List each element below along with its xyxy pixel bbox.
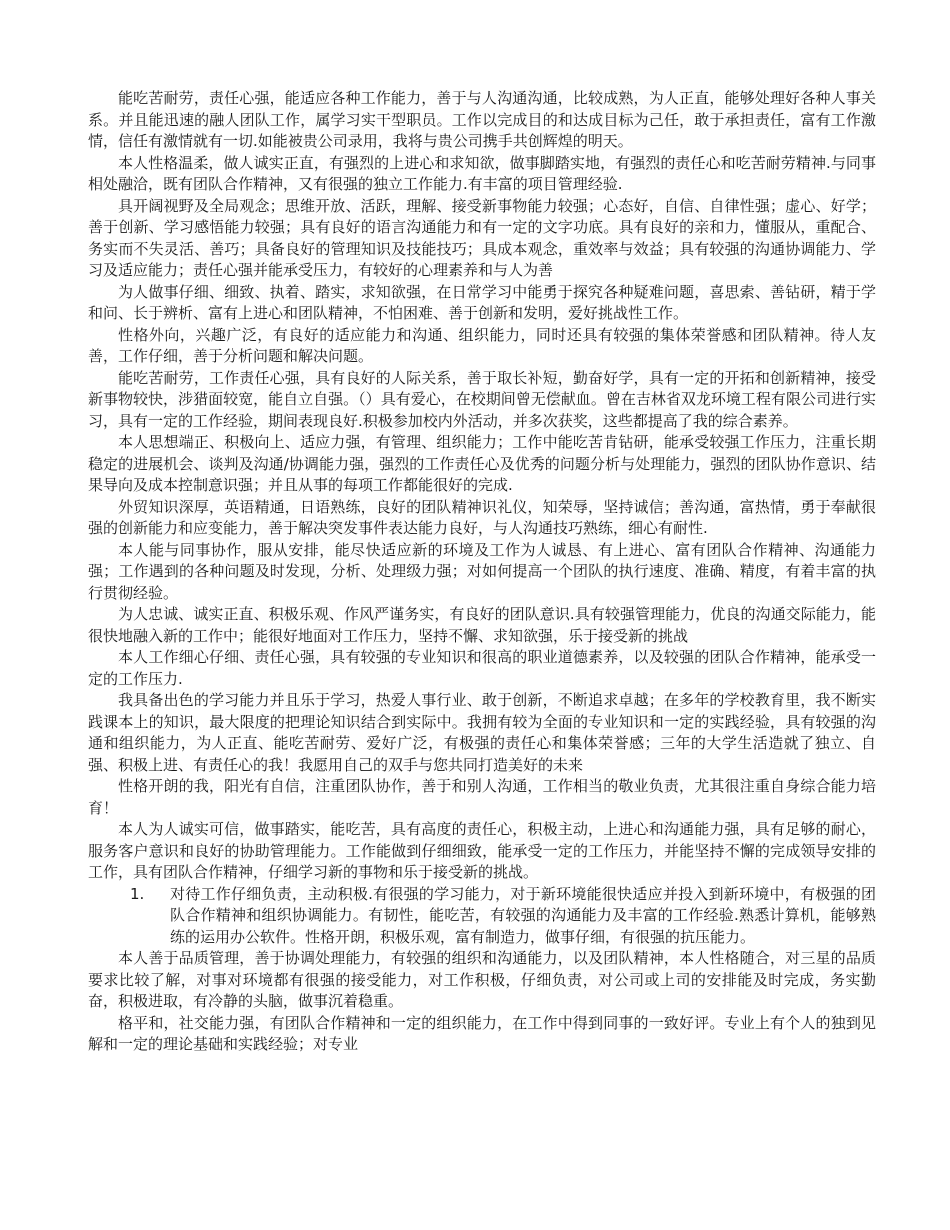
document-page — [88, 88, 876, 1056]
paragraphs-bottom — [88, 948, 876, 1056]
paragraphs-top — [88, 88, 876, 884]
paragraph: 本人能与同事协作，服从安排，能尽快适应新的环境及工作为人诚恳、有上进心、富有团队合作精神、沟通能力强；工作遇到的各种问题及时发现，分析、处理级力强；对如何提高一个团队的执行速度、准确、精度，有着丰富的执行贯彻经验。 — [88, 540, 876, 602]
paragraph: 本人思想端正、积极向上、适应力强，有管理、组织能力；工作中能吃苦肯钻研，能承受较强工作压力，注重长期稳定的进展机会、谈判及沟通/协调能力强，强烈的工作责任心及优秀的问题分析与处理能力，强烈的团队协作意识、结果导向及成本控制意识强；并且从事的每项工作都能很好的完成. — [88, 433, 876, 494]
paragraph: 性格开朗的我，阳光有自信，注重团队协作，善于和别人沟通，工作相当的敬业负责，尤其很注重自身综合能力培育！ — [88, 777, 876, 817]
paragraph: 我具备出色的学习能力并且乐于学习，热爱人事行业、敢于创新，不断追求卓越；在多年的学校教育里，我不断实践课本上的知识，最大限度的把理论知识结合到实际中。我拥有较为全面的专业知识和一定的实践经验，具有较强的沟通和组织能力，为人正直、能吃苦耐劳、爱好广泛，有极强的责任心和集体荣誉感；三年的大学生活造就了独立、自强、积极上进、有责任心的我！我愿用自己的双手与您共同打造美好的未来 — [88, 691, 876, 774]
paragraph: 具开阔视野及全局观念；思维开放、活跃，理解、接受新事物能力较强；心态好，自信、自律性强；虚心、好学；善于创新、学习感悟能力较强；具有良好的语言沟通能力和有一定的文字功底。具有良好的亲和力，懂服从，重配合、务实而不失灵活、善巧；具备良好的管理知识及技能技巧；具成本观念，重效率与效益；具有较强的沟通协调能力、学习及适应能力；责任心强并能承受压力，有较好的心理素养和与人为善 — [88, 196, 876, 279]
paragraph: 性格外向，兴趣广泛，有良好的适应能力和沟通、组织能力，同时还具有较强的集体荣誉感和团队精神。待人友善，工作仔细，善于分析问题和解决问题。 — [88, 325, 876, 365]
paragraph: 本人性格温柔，做人诚实正直，有强烈的上进心和求知欲，做事脚踏实地，有强烈的责任心和吃苦耐劳精神.与同事相处融洽，既有团队合作精神，又有很强的独立工作能力.有丰富的项目管理经验. — [88, 153, 876, 193]
paragraph: 本人工作细心仔细、责任心强，具有较强的专业知识和很高的职业道德素养，以及较强的团队合作精神，能承受一定的工作压力. — [88, 648, 876, 688]
numbered-list — [88, 884, 876, 949]
list-item — [88, 884, 876, 949]
paragraph: 为人做事仔细、细致、执着、踏实，求知欲强，在日常学习中能勇于探究各种疑难问题，喜思索、善钻研，精于学和问、长于辨析、富有上进心和团队精神，不怕困难、善于创新和发明，爱好挑战性工作。 — [88, 282, 876, 322]
paragraph: 本人为人诚实可信，做事踏实，能吃苦，具有高度的责任心，积极主动，上进心和沟通能力强，具有足够的耐心，服务客户意识和良好的协助管理能力。工作能做到仔细细致，能承受一定的工作压力，并能坚持不懈的完成领导安排的工作，具有团队合作精神，仔细学习新的事物和乐于接受新的挑战。 — [88, 820, 876, 881]
paragraph: 本人善于品质管理，善于协调处理能力，有较强的组织和沟通能力，以及团队精神，本人性格随合，对三星的品质要求比较了解，对事对环境都有很强的接受能力，对工作积极，仔细负责，对公司或上司的安排能及时完成，务实勤奋，积极进取，有冷静的头脑，做事沉着稳重。 — [88, 949, 876, 1010]
paragraph: 能吃苦耐劳，责任心强，能适应各种工作能力，善于与人沟通沟通，比较成熟，为人正直，能够处理好各种人事关系。并且能迅速的融人团队工作，属学习实干型职员。工作以完成目的和达成目标为己任，敢于承担责任，富有工作激情，信任有激情就有一切.如能被贵公司录用，我将与贵公司携手共创辉煌的明天。 — [88, 89, 876, 150]
paragraph: 格平和，社交能力强，有团队合作精神和一定的组织能力，在工作中得到同事的一致好评。专业上有个人的独到见解和一定的理论基础和实践经验；对专业 — [88, 1013, 876, 1053]
list-item-number: 1. — [130, 884, 145, 903]
paragraph: 能吃苦耐劳，工作责任心强，具有良好的人际关系，善于取长补短，勤奋好学，具有一定的开拓和创新精神，接受新事物较快，涉猎面较宽，能自立自强。（）具有爱心，在校期间曾无偿献血。曾在吉林省双龙环境工程有限公司进行实习，具有一定的工作经验，期间表现良好.积极参加校内外活动，并多次获奖，这些都提高了我的综合素养。 — [88, 368, 876, 430]
list-item-text: 对待工作仔细负责，主动积极.有很强的学习能力，对于新环境能很快适应并投入到新环境中，有极强的团队合作精神和组织协调能力。有韧性，能吃苦，有较强的沟通能力及丰富的工作经验.熟悉计算机，能够熟练的运用办公软件。性格开朗，积极乐观，富有制造力，做事仔细，有很强的抗压能力。 — [170, 884, 876, 946]
paragraph: 外贸知识深厚，英语精通，日语熟练，良好的团队精神识礼仪，知荣辱，坚持诚信；善沟通，富热情，勇于奉献很强的创新能力和应变能力，善于解决突发事件表达能力良好，与人沟通技巧熟练，细心有耐性. — [88, 497, 876, 537]
paragraph: 为人忠诚、诚实正直、积极乐观、作风严谨务实，有良好的团队意识.具有较强管理能力，优良的沟通交际能力，能很快地融入新的工作中；能很好地面对工作压力，坚持不懈、求知欲强，乐于接受新的挑战 — [88, 605, 876, 645]
